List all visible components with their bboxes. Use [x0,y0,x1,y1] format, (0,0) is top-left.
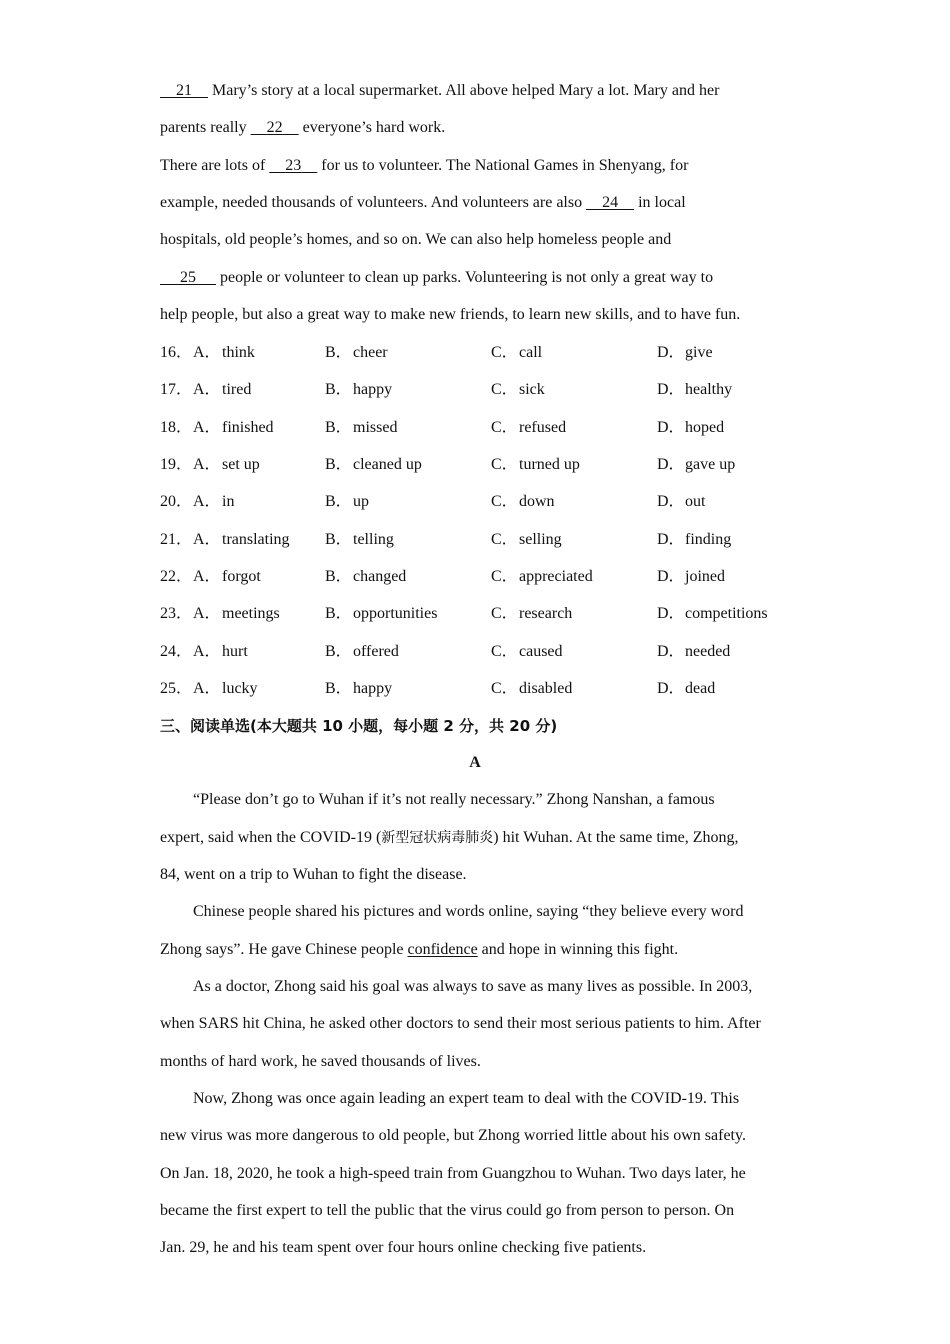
option-b [325,642,399,662]
question-number: 18． [160,419,193,436]
option-b [325,380,392,400]
question-number: 19． [160,456,193,473]
option-label: A． [193,605,221,622]
option-text: translating [222,531,290,548]
option-label: C． [491,531,518,548]
underlined-word: confidence [407,941,478,958]
option-text: happy [353,381,393,398]
option-text: finding [685,531,732,548]
option-d [657,343,713,363]
option-c [491,418,566,438]
blank-number: 23 [285,157,302,174]
option-label: D． [657,344,685,361]
option-label: B． [325,680,352,697]
question-number: 20． [160,493,193,510]
option-text: down [519,493,555,510]
passage-text: There are lots of [160,157,270,174]
option-label: D． [657,381,685,398]
option-c [491,380,545,400]
option-label: A． [193,381,221,398]
question-row [160,679,800,699]
option-text: missed [353,419,398,436]
option-d [657,604,768,624]
option-text: give [685,344,713,361]
passage-text: parents really [160,119,251,136]
passage-line-3 [160,156,800,176]
blank-number: 24 [602,194,619,211]
option-label: C． [491,381,518,398]
option-label: D． [657,605,685,622]
section-heading: 三、阅读单选(本大题共 10 小题，每小题 2 分，共 20 分) [160,717,558,735]
passage-line-6 [160,268,800,288]
option-c [491,567,593,587]
option-text: changed [353,568,407,585]
option-text: finished [222,419,274,436]
option-label: C． [491,605,518,622]
option-label: B． [325,605,352,622]
passage-a-line [160,940,800,960]
option-label: D． [657,493,685,510]
option-label: A． [193,680,221,697]
option-d [657,455,735,475]
passage-text: for us to volunteer. The National Games in Shenyang, for [317,157,689,174]
passage-text: and hope in winning this fight. [477,941,679,958]
option-label: B． [325,493,352,510]
option-label: A． [193,493,221,510]
passage-text: in local [634,194,686,211]
option-d [657,380,732,400]
passage-text: example, needed thousands of volunteers. And volunteers are also [160,194,587,211]
option-d [657,530,731,550]
passage-text: expert, said when the COVID-19 ( [160,829,382,846]
passage-a-line: new virus was more dangerous to old people, but Zhong worried little about his own safety. [160,1127,746,1144]
option-a [193,567,261,587]
passage-a-line: when SARS hit China, he asked other doctors to send their most serious patients to him. After [160,1015,761,1032]
option-text: needed [685,643,731,660]
option-a [193,492,234,512]
option-c [491,679,572,699]
option-label: B． [325,381,352,398]
option-label: A． [193,419,221,436]
passage-line-4 [160,193,800,213]
option-label: A． [193,568,221,585]
option-label: A． [193,456,221,473]
question-number: 23． [160,605,193,622]
question-row [160,455,800,475]
option-label: D． [657,643,685,660]
question-number: 21． [160,531,193,548]
option-text: lucky [222,680,258,697]
option-text: disabled [519,680,573,697]
option-text: research [519,605,573,622]
option-label: B． [325,568,352,585]
option-label: D． [657,680,685,697]
passage-title: A [469,754,481,771]
option-label: B． [325,643,352,660]
option-d [657,418,724,438]
option-d [657,567,725,587]
option-text: up [353,493,369,510]
blank-number: 21 [176,82,192,99]
option-a [193,604,280,624]
blank-number: 25 [180,269,196,286]
option-label: C． [491,680,518,697]
passage-text: people or volunteer to clean up parks. Volunteering is not only a great way to [216,269,714,286]
passage-a-line: Jan. 29, he and his team spent over four hours online checking five patients. [160,1239,647,1256]
option-label: A． [193,344,221,361]
option-text: joined [685,568,725,585]
option-label: D． [657,568,685,585]
passage-a-line: months of hard work, he saved thousands of lives. [160,1053,481,1070]
option-a [193,530,290,550]
option-text: hoped [685,419,725,436]
blank-number: 22 [266,119,283,136]
question-row [160,530,800,550]
passage-text: Mary’s story at a local supermarket. All above helped Mary a lot. Mary and her [208,82,720,99]
option-b [325,604,437,624]
question-row [160,604,800,624]
option-a [193,418,274,438]
question-row [160,642,800,662]
question-number: 24． [160,643,193,660]
option-text: dead [685,680,716,697]
option-label: A． [193,643,221,660]
question-row [160,418,800,438]
option-label: B． [325,531,352,548]
passage-a-line: On Jan. 18, 2020, he took a high-speed train from Guangzhou to Wuhan. Two days later, he [160,1165,746,1182]
option-label: A． [193,531,221,548]
option-text: sick [519,381,545,398]
question-number: 16． [160,344,193,361]
option-label: B． [325,456,352,473]
option-b [325,530,394,550]
passage-a-line: became the first expert to tell the public that the virus could go from person to person. On [160,1202,735,1219]
question-number: 22． [160,568,193,585]
question-number: 17． [160,381,193,398]
option-text: cheer [353,344,388,361]
option-b [325,679,392,699]
option-text: hurt [222,643,248,660]
option-c [491,343,542,363]
option-text: tired [222,381,252,398]
option-c [491,642,563,662]
option-label: D． [657,456,685,473]
option-label: B． [325,419,352,436]
option-text: happy [353,680,393,697]
option-text: meetings [222,605,280,622]
passage-line-7 [160,305,800,325]
option-text: turned up [519,456,580,473]
passage-a-line: As a doctor, Zhong said his goal was always to save as many lives as possible. In 2003, [193,978,753,995]
passage-a-line: Chinese people shared his pictures and words online, saying “they believe every word [193,903,744,920]
option-label: D． [657,419,685,436]
option-a [193,642,248,662]
option-text: cleaned up [353,456,422,473]
option-b [325,455,422,475]
option-text: forgot [222,568,261,585]
option-text: competitions [685,605,768,622]
question-row [160,492,800,512]
passage-a-line: Now, Zhong was once again leading an expert team to deal with the COVID-19. This [193,1090,740,1107]
option-text: appreciated [519,568,593,585]
option-c [491,455,580,475]
passage-text: ) hit Wuhan. At the same time, Zhong, [493,829,739,846]
option-label: C． [491,643,518,660]
passage-line-5 [160,230,800,250]
option-text: offered [353,643,399,660]
option-d [657,642,730,662]
option-d [657,492,705,512]
option-label: C． [491,419,518,436]
option-text: set up [222,456,260,473]
option-c [491,604,572,624]
option-label: C． [491,456,518,473]
option-c [491,530,562,550]
passage-a-line: 84, went on a trip to Wuhan to fight the disease. [160,866,467,883]
option-label: D． [657,531,685,548]
option-c [491,492,555,512]
option-b [325,492,369,512]
passage-text: Zhong says”. He gave Chinese people [160,941,408,958]
passage-a-line [160,828,800,848]
chinese-term: 新型冠状病毒肺炎 [381,830,494,846]
option-label: C． [491,493,518,510]
passage-line-1 [160,81,800,101]
option-text: in [222,493,235,510]
option-text: caused [519,643,563,660]
option-a [193,455,260,475]
option-text: refused [519,419,567,436]
option-label: B． [325,344,352,361]
option-label: C． [491,344,518,361]
option-text: selling [519,531,562,548]
passage-a-line: “Please don’t go to Wuhan if it’s not really necessary.” Zhong Nanshan, a famous [193,791,715,808]
passage-text: help people, but also a great way to make new friends, to learn new skills, and to have fun. [160,306,741,323]
option-a [193,679,258,699]
option-text: healthy [685,381,733,398]
option-text: gave up [685,456,736,473]
option-text: out [685,493,706,510]
passage-text: everyone’s hard work. [298,119,446,136]
option-b [325,418,397,438]
option-label: C． [491,568,518,585]
option-text: think [222,344,255,361]
option-text: opportunities [353,605,438,622]
question-row [160,343,800,363]
question-row [160,380,800,400]
option-b [325,343,388,363]
option-b [325,567,406,587]
option-text: telling [353,531,394,548]
option-text: call [519,344,543,361]
question-row [160,567,800,587]
passage-text: hospitals, old people’s homes, and so on. We can also help homeless people and [160,231,672,248]
option-a [193,343,255,363]
option-a [193,380,251,400]
option-d [657,679,715,699]
question-number: 25． [160,680,193,697]
passage-line-2 [160,118,800,138]
